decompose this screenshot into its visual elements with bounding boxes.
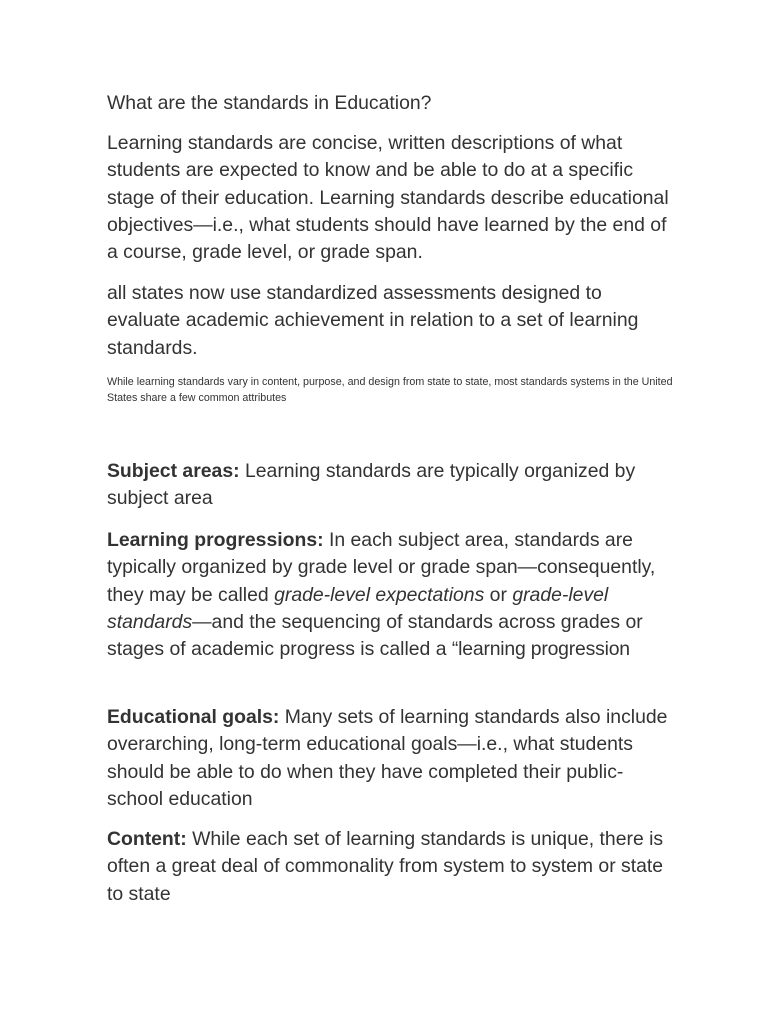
learning-progressions-italic-1: grade-level expectations [274,583,485,606]
content-text: While each set of learning standards is unique, there is often a great deal of commonality from system to system or state to state [107,828,664,905]
document-heading: What are the standards in Education? [107,92,432,114]
learning-progressions-text-1: In each subject area, standards are typically organized by grade level or grade span—consequently, they may be called [107,529,656,606]
small-note: While learning standards vary in content, purpose, and design from state to state, most standards systems in the United States share a few common attributes [107,376,673,404]
subject-areas-label: Subject areas: [107,460,240,482]
paragraph-assessments: all states now use standardized assessments designed to evaluate academic achievement in relation to a set of learning standards. [107,282,639,359]
content-label: Content: [107,828,187,850]
paragraph-definition: Learning standards are concise, written descriptions of what students are expected to know and be able to do at a specific stage of their education. Learning standards describe educational objectives—i.e., what students should have learned by the end of a course, grade level, or grade span. [107,132,669,264]
section-learning-progressions [107,527,677,663]
educational-goals-text: Many sets of learning standards also include overarching, long-term educational goals—i.e., what students should be able to do when they have completed their public-school education [107,706,668,810]
learning-progressions-text-3: —and the sequencing of standards across grades or stages of academic progress is called a [107,610,643,661]
subject-areas-text: Learning standards are typically organized by subject area [107,460,636,510]
learning-progressions-italic-2: grade-level standards [107,583,609,633]
learning-progressions-text-4: “learning progression [451,638,630,661]
educational-goals-label: Educational goals: [107,706,280,728]
section-subject-areas [107,458,677,513]
learning-progressions-text-2: or [484,583,513,606]
section-content [107,826,677,908]
learning-progressions-label: Learning progressions: [107,529,324,551]
section-educational-goals [107,704,677,813]
